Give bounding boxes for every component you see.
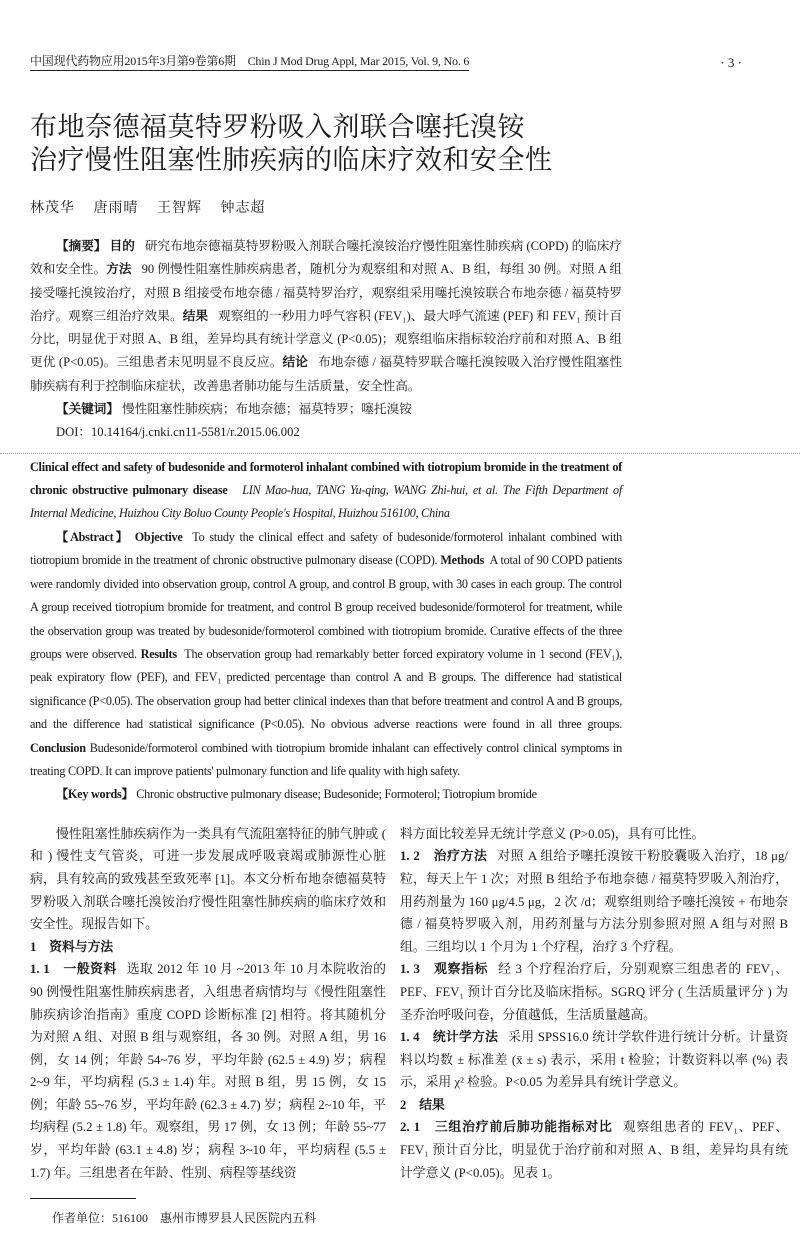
section-heading: 1 资料与方法 bbox=[30, 939, 114, 954]
author: 钟志超 bbox=[220, 201, 266, 216]
keywords-text: Chronic obstructive pulmonary disease; Budesonide; Formoterol; Tiotropium bromide bbox=[136, 787, 537, 802]
methods-label: Methods bbox=[440, 553, 485, 568]
paragraph: 采用 SPSS16.0 统计学软件进行统计分析。计量资料以均数 ± 标准差 (x̄ ± s) 表示，采用 t 检验；计数资料以率 (%) 表示，采用 χ² 检验。P<0.05 为差异具有统计学意义。 bbox=[400, 1030, 788, 1090]
body-left-column bbox=[30, 823, 386, 1228]
results-label: 结果 bbox=[182, 308, 209, 323]
results-label: Results bbox=[140, 646, 177, 661]
subsection-heading: 2. 1 三组治疗前后肺功能指标对比 bbox=[400, 1120, 613, 1135]
keywords-text: 慢性阻塞性肺疾病；布地奈德；福莫特罗；噻托溴铵 bbox=[122, 402, 412, 417]
page-number: · 3 · bbox=[720, 55, 742, 70]
body-right-column bbox=[400, 823, 788, 1185]
keywords-label: 【Key words】 bbox=[56, 787, 134, 802]
abstract-label: 【Abstract】 bbox=[56, 529, 130, 544]
results-text: 观察组的一秒用力呼气容积 (FEV₁)、最大呼气流速 (PEF) 和 FEV₁ 预计百分比，明显优于对照 A、B 组，差异均具有统计学意义 (P<0.05)；观察组临床指标较治疗前和对照 A、B 组更优 (P<0.05)。三组患者未见明显不良反应。 bbox=[30, 308, 623, 370]
subsection-heading: 1. 4 统计学方法 bbox=[400, 1030, 499, 1045]
title-line-2: 治疗慢性阻塞性肺疾病的临床疗效和安全性 bbox=[30, 145, 553, 176]
author-affiliation-footnote: 作者单位：516100 惠州市博罗县人民医院内五科 bbox=[52, 1211, 317, 1226]
conclusion-text: 布地奈德 / 福莫特罗联合噻托溴铵吸入治疗慢性阻塞性肺疾病有利于控制临床症状，改善患者肺功能与生活质量，安全性高。 bbox=[30, 355, 623, 393]
objective-text: To study the clinical effect and safety of budesonide/formoterol inhalant combined with tiotropium bromide in the treatment of chronic obstructive pulmonary disease (COPD). bbox=[30, 529, 623, 568]
conclusion-label: 结论 bbox=[282, 355, 309, 370]
author-list bbox=[30, 199, 788, 219]
doi: DOI：10.14164/j.cnki.cn11-5581/r.2015.06.002 bbox=[56, 425, 300, 440]
english-title: Clinical effect and safety of budesonide and formoterol inhalant combined with tiotropium bromide in the treatment of chronic obstructive pulmonary disease bbox=[30, 459, 622, 498]
running-head: 中国现代药物应用2015年3月第9卷第6期 Chin J Mod Drug Appl, Mar 2015, Vol. 9, No. 6 bbox=[30, 52, 469, 71]
methods-text: 90 例慢性阻塞性肺疾病患者，随机分为观察组和对照 A、B 组，每组 30 例。对照 A 组接受噻托溴铵治疗，对照 B 组接受布地奈德 / 福莫特罗治疗，观察组采用噻托溴铵联合布地奈德 / 福莫特罗治疗。观察三组治疗效果。 bbox=[30, 262, 622, 323]
chinese-abstract bbox=[30, 235, 622, 445]
section-heading: 2 结果 bbox=[400, 1097, 445, 1112]
header-row bbox=[30, 52, 742, 71]
english-affiliation: The Fifth Department of Internal Medicine, Huizhou City Boluo County People's Hospital, Huizhou 516100, China bbox=[30, 483, 623, 521]
author: 林茂华 bbox=[30, 201, 75, 216]
paragraph: 经 3 个疗程治疗后，分别观察三组患者的 FEV₁、PEF、FEV₁ 预计百分比及临床指标。SGRQ 评分 ( 生活质量评分 ) 为圣乔治呼吸问卷，分值越低，生活质量越高。 bbox=[400, 962, 788, 1022]
keywords-label: 【关键词】 bbox=[56, 402, 119, 417]
paragraph: 选取 2012 年 10 月 ~2013 年 10 月本院收治的 90 例慢性阻塞性肺疾病患者，入组患者病情均与《慢性阻塞性肺疾病诊治指南》重度 COPD 诊断标准 [2] 相符。将其随机分为对照 A 组、对照 B 组与观察组，各 30 例。对照 A 组，男 16 例，女 14 例；年龄 54~76 岁，平均年龄 (62.5 ± 4.9) 岁；病程 2~9 年，平均病程 (5.3 ± 1.4) 年。对照 B 组，男 15 例，女 15 例；年龄 55~76 岁，平均年龄 (62.3 ± 4.7) 岁；病程 2~10 年，平均病程 (5.2 ± 1.8) 年。观察组，男 17 例，女 13 例；年龄 55~77 岁，平均年龄 (63.1 ± 4.8) 岁；病程 3~10 年，平均病程 (5.5 ± 1.7) 年。三组患者在年龄、性别、病程等基线资 bbox=[30, 962, 386, 1180]
methods-label: 方法 bbox=[106, 262, 132, 277]
body-columns bbox=[30, 823, 788, 1228]
objective-label: 目的 bbox=[109, 239, 135, 253]
subsection-heading: 1. 2 治疗方法 bbox=[400, 849, 488, 864]
objective-text: 研究布地奈德福莫特罗粉吸入剂联合噻托溴铵治疗慢性阻塞性肺疾病 (COPD) 的临床疗效和安全性。 bbox=[30, 239, 623, 277]
author: 唐雨晴 bbox=[93, 201, 139, 216]
paragraph: 观察组患者的 FEV₁、PEF、FEV₁ 预计百分比，明显优于治疗前和对照 A、B 组，差异均具有统计学意义 (P<0.05)。见表 1。 bbox=[400, 1120, 789, 1180]
section-divider bbox=[0, 453, 800, 454]
article-title bbox=[30, 111, 788, 177]
results-text: The observation group had remarkably better forced expiratory volume in 1 second (FEV₁), peak expiratory flow (PEF), and FEV₁ predicted percentage than control A and B groups. The difference had statistical significance (P<0.05). The observation group had better clinical indexes than that before treatment and control A and B groups, and the difference had statistical significance (P<0.05). No obvious adverse reactions were found in all three groups. bbox=[30, 646, 623, 732]
subsection-heading: 1. 3 观察指标 bbox=[400, 962, 489, 977]
abstract-label: 【摘要】 bbox=[56, 239, 107, 253]
english-abstract bbox=[30, 456, 622, 807]
title-line-1: 布地奈德福莫特罗粉吸入剂联合噻托溴铵 bbox=[30, 112, 525, 143]
intro-paragraph: 慢性阻塞性肺疾病作为一类具有气流阻塞特征的肺气肿或 ( 和 ) 慢性支气管炎，可进一步发展成呼吸衰竭或肺源性心脏病，具有较高的致残甚至致死率 [1]。本文分析布地奈德福莫特罗粉吸入剂联合噻托溴铵治疗慢性阻塞性肺疾病的临床疗效和安全性。现报告如下。 bbox=[30, 826, 386, 932]
subsection-heading: 1. 1 一般资料 bbox=[30, 962, 117, 977]
conclusion-label: Conclusion bbox=[30, 740, 86, 755]
conclusion-text: Budesonide/formoterol combined with tiotropium bromide inhalant can effectively control clinical symptoms in treating COPD. It can improve patients' pulmonary function and life quality with high safety. bbox=[30, 740, 622, 778]
footnote-rule bbox=[30, 1198, 136, 1199]
methods-text: A total of 90 COPD patients were randomly divided into observation group, control A group, and control B group, with 30 cases in each group. The control A group received tiotropium bromide for treatment, and control B group received budesonide/formoterol for treatment, while the observation group was treated by budesonide/formoterol combined with tiotropium bromide. Curative effects of the three groups were observed. bbox=[30, 553, 623, 661]
author: 王智辉 bbox=[157, 201, 202, 216]
paragraph: 对照 A 组给予噻托溴铵干粉胶囊吸入治疗，18 μg/ 粒，每天上午 1 次；对照 B 组给予布地奈德 / 福莫特罗吸入剂治疗，用药剂量为 160 μg/4.5 μg，2 次 /d；观察组则给予噻托溴铵 + 布地奈德 / 福莫特罗吸入剂，用药剂量与方法分别参照对照 A 组与对照 B 组。三组均以 1 个月为 1 个疗程，治疗 3 个疗程。 bbox=[400, 849, 788, 954]
paragraph-continued: 料方面比较差异无统计学意义 (P>0.05)，具有可比性。 bbox=[400, 826, 705, 841]
english-authors: LIN Mao-hua, TANG Yu-qing, WANG Zhi-hui, et al. bbox=[242, 483, 498, 498]
objective-label: Objective bbox=[134, 529, 183, 544]
